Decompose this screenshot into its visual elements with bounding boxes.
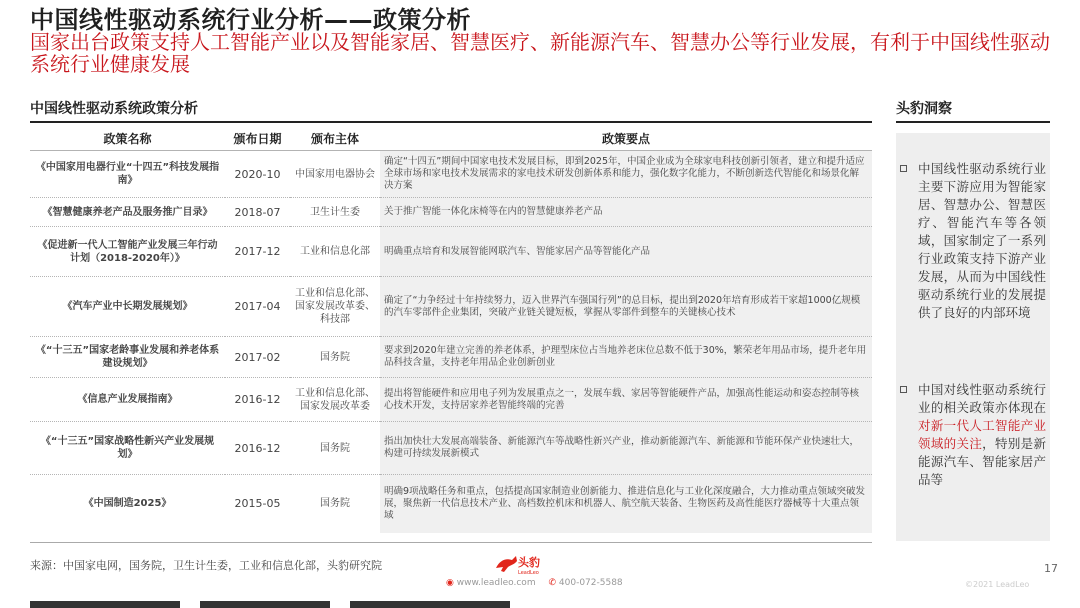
policy-points: 指出加快壮大发展高端装备、新能源汽车等战略性新兴产业，推动新能源汽车、新能源和节能环保产业快速壮大，构建可持续发展新模式 xyxy=(380,422,872,475)
page-title: 中国线性驱动系统行业分析——政策分析 xyxy=(30,6,471,34)
policy-name: 《中国家用电器行业“十四五”科技发展指南》 xyxy=(35,162,220,186)
policy-table xyxy=(30,127,872,533)
page-subtitle: 国家出台政策支持人工智能产业以及智能家居、智慧医疗、新能源汽车、智慧办公等行业发展，有利于中国线性驱动系统行业健康发展 xyxy=(30,30,1050,76)
policy-points: 确定了“力争经过十年持续努力，迈入世界汽车强国行列”的总目标，提出到2020年培育形成若干家超1000亿规模的汽车零部件企业集团，突破产业链关键短板，掌握从零部件到整车的关键核心技术 xyxy=(380,277,872,337)
policy-date: 2017-04 xyxy=(225,277,290,337)
square-bullet-icon xyxy=(900,165,907,172)
policy-points: 关于推广智能一体化床椅等在内的智慧健康养老产品 xyxy=(380,198,872,227)
copyright-note: ©2021 LeadLeo xyxy=(965,580,1030,589)
policy-name: 《汽车产业中长期发展规划》 xyxy=(30,277,225,337)
logo-text: 头豹 xyxy=(518,556,540,569)
leopard-logo-icon xyxy=(494,552,544,576)
phone-number: 400-072-5588 xyxy=(558,578,623,588)
column-header-points: 政策要点 xyxy=(380,127,872,151)
insight-bullet-2 xyxy=(900,381,1046,489)
source-note: 来源：中国家电网，国务院，卫生计生委，工业和信息化部，头豹研究院 xyxy=(30,559,382,572)
policy-issuer: 国务院 xyxy=(290,475,380,533)
table-header-row xyxy=(30,127,872,151)
table-row xyxy=(30,337,872,378)
policy-points: 明确重点培育和发展智能网联汽车、智能家居产品等智能化产品 xyxy=(380,227,872,277)
policy-name: 《“十三五”国家老龄事业发展和养老体系建设规划》 xyxy=(30,337,225,378)
policy-name: 《促进新一代人工智能产业发展三年行动计划（2018-2020年）》 xyxy=(30,227,225,277)
column-header-issuer: 颁布主体 xyxy=(290,127,380,151)
table-row xyxy=(30,475,872,533)
table-row xyxy=(30,422,872,475)
policy-name: 《智慧健康养老产品及服务推广目录》 xyxy=(30,198,225,227)
table-bottom-rule xyxy=(30,542,872,543)
policy-date: 2016-12 xyxy=(225,422,290,475)
policy-points: 确定“十四五”期间中国家电技术发展目标，即到2025年，中国企业成为全球家电科技创新引领者，建立和提升适应全球市场和家电技术发展需求的家电技术研发创新体系和能力，强化数字化能力，不断创新迭代智能化和场景化解决方案 xyxy=(380,151,872,198)
insight-text-tail: ，特别是新能源汽车、智能家居产品等 xyxy=(918,436,1046,487)
insight-text: 中国对线性驱动系统行业的相关政策亦体现在 xyxy=(918,382,1046,415)
footer-contact xyxy=(446,578,623,588)
sidebar-title: 头豹洞察 xyxy=(896,101,952,117)
insight-bullet-1 xyxy=(900,160,1046,322)
policy-date: 2015-05 xyxy=(225,475,290,533)
policy-date: 2016-12 xyxy=(225,378,290,422)
table-row xyxy=(30,151,872,198)
column-header-date: 颁布日期 xyxy=(225,127,290,151)
policy-issuer: 卫生计生委 xyxy=(290,198,380,227)
square-bullet-icon xyxy=(900,386,907,393)
policy-issuer: 工业和信息化部、国家发展改革委、科技部 xyxy=(290,277,380,337)
website-link[interactable]: www.leadleo.com xyxy=(456,578,536,588)
logo-subtext: LeadLeo xyxy=(518,570,539,576)
table-row xyxy=(30,198,872,227)
policy-issuer: 国务院 xyxy=(290,337,380,378)
next-slide-title-fragment xyxy=(30,597,590,608)
policy-name: 《“十三五”国家战略性新兴产业发展规划》 xyxy=(30,422,225,475)
policy-date: 2017-02 xyxy=(225,337,290,378)
policy-points: 提出将智能硬件和应用电子列为发展重点之一，发展车载、家居等智能硬件产品，加强高性能运动和姿态控制等核心技术开发，支持居家养老智能终端的完善 xyxy=(380,378,872,422)
policy-name: 《中国制造2025》 xyxy=(30,475,225,533)
policy-issuer: 中国家用电器协会 xyxy=(295,168,375,180)
column-header-name: 政策名称 xyxy=(30,127,225,151)
page-number: 17 xyxy=(1044,562,1058,575)
policy-issuer: 工业和信息化部 xyxy=(290,227,380,277)
phone-icon: ✆ xyxy=(548,578,557,588)
leadleo-logo xyxy=(494,552,544,580)
policy-date: 2017-12 xyxy=(225,227,290,277)
insight-highlight: 对新一代人工智能产业领域的关注 xyxy=(918,418,1046,451)
policy-points: 明确9项战略任务和重点，包括提高国家制造业创新能力、推进信息化与工业化深度融合，大力推动重点领域突破发展，聚焦新一代信息技术产业、高档数控机床和机器人、航空航天装备、生物医药及高性能医疗器械等十大重点领域 xyxy=(380,475,872,533)
policy-date: 2020-10 xyxy=(234,167,281,181)
sidebar-title-rule xyxy=(896,121,1050,123)
insight-text: 中国线性驱动系统行业主要下游应用为智能家居、智慧办公、智慧医疗、智能汽车等各领域，国家制定了一系列行业政策支持下游产业发展，从而为中国线性驱动系统行业的发展提供了良好的内部环境 xyxy=(918,161,1046,320)
table-row xyxy=(30,378,872,422)
table-section-title: 中国线性驱动系统政策分析 xyxy=(30,101,198,117)
policy-issuer: 国务院 xyxy=(290,422,380,475)
globe-icon: ◉ xyxy=(446,578,454,588)
table-title-rule xyxy=(30,121,872,123)
policy-points: 要求到2020年建立完善的养老体系，护理型床位占当地养老床位总数不低于30%，繁荣老年用品市场，提升老年用品科技含量，支持老年用品企业创新创业 xyxy=(380,337,872,378)
policy-issuer: 工业和信息化部、国家发展改革委 xyxy=(290,378,380,422)
policy-date: 2018-07 xyxy=(225,198,290,227)
table-row xyxy=(30,277,872,337)
policy-name: 《信息产业发展指南》 xyxy=(30,378,225,422)
table-row xyxy=(30,227,872,277)
